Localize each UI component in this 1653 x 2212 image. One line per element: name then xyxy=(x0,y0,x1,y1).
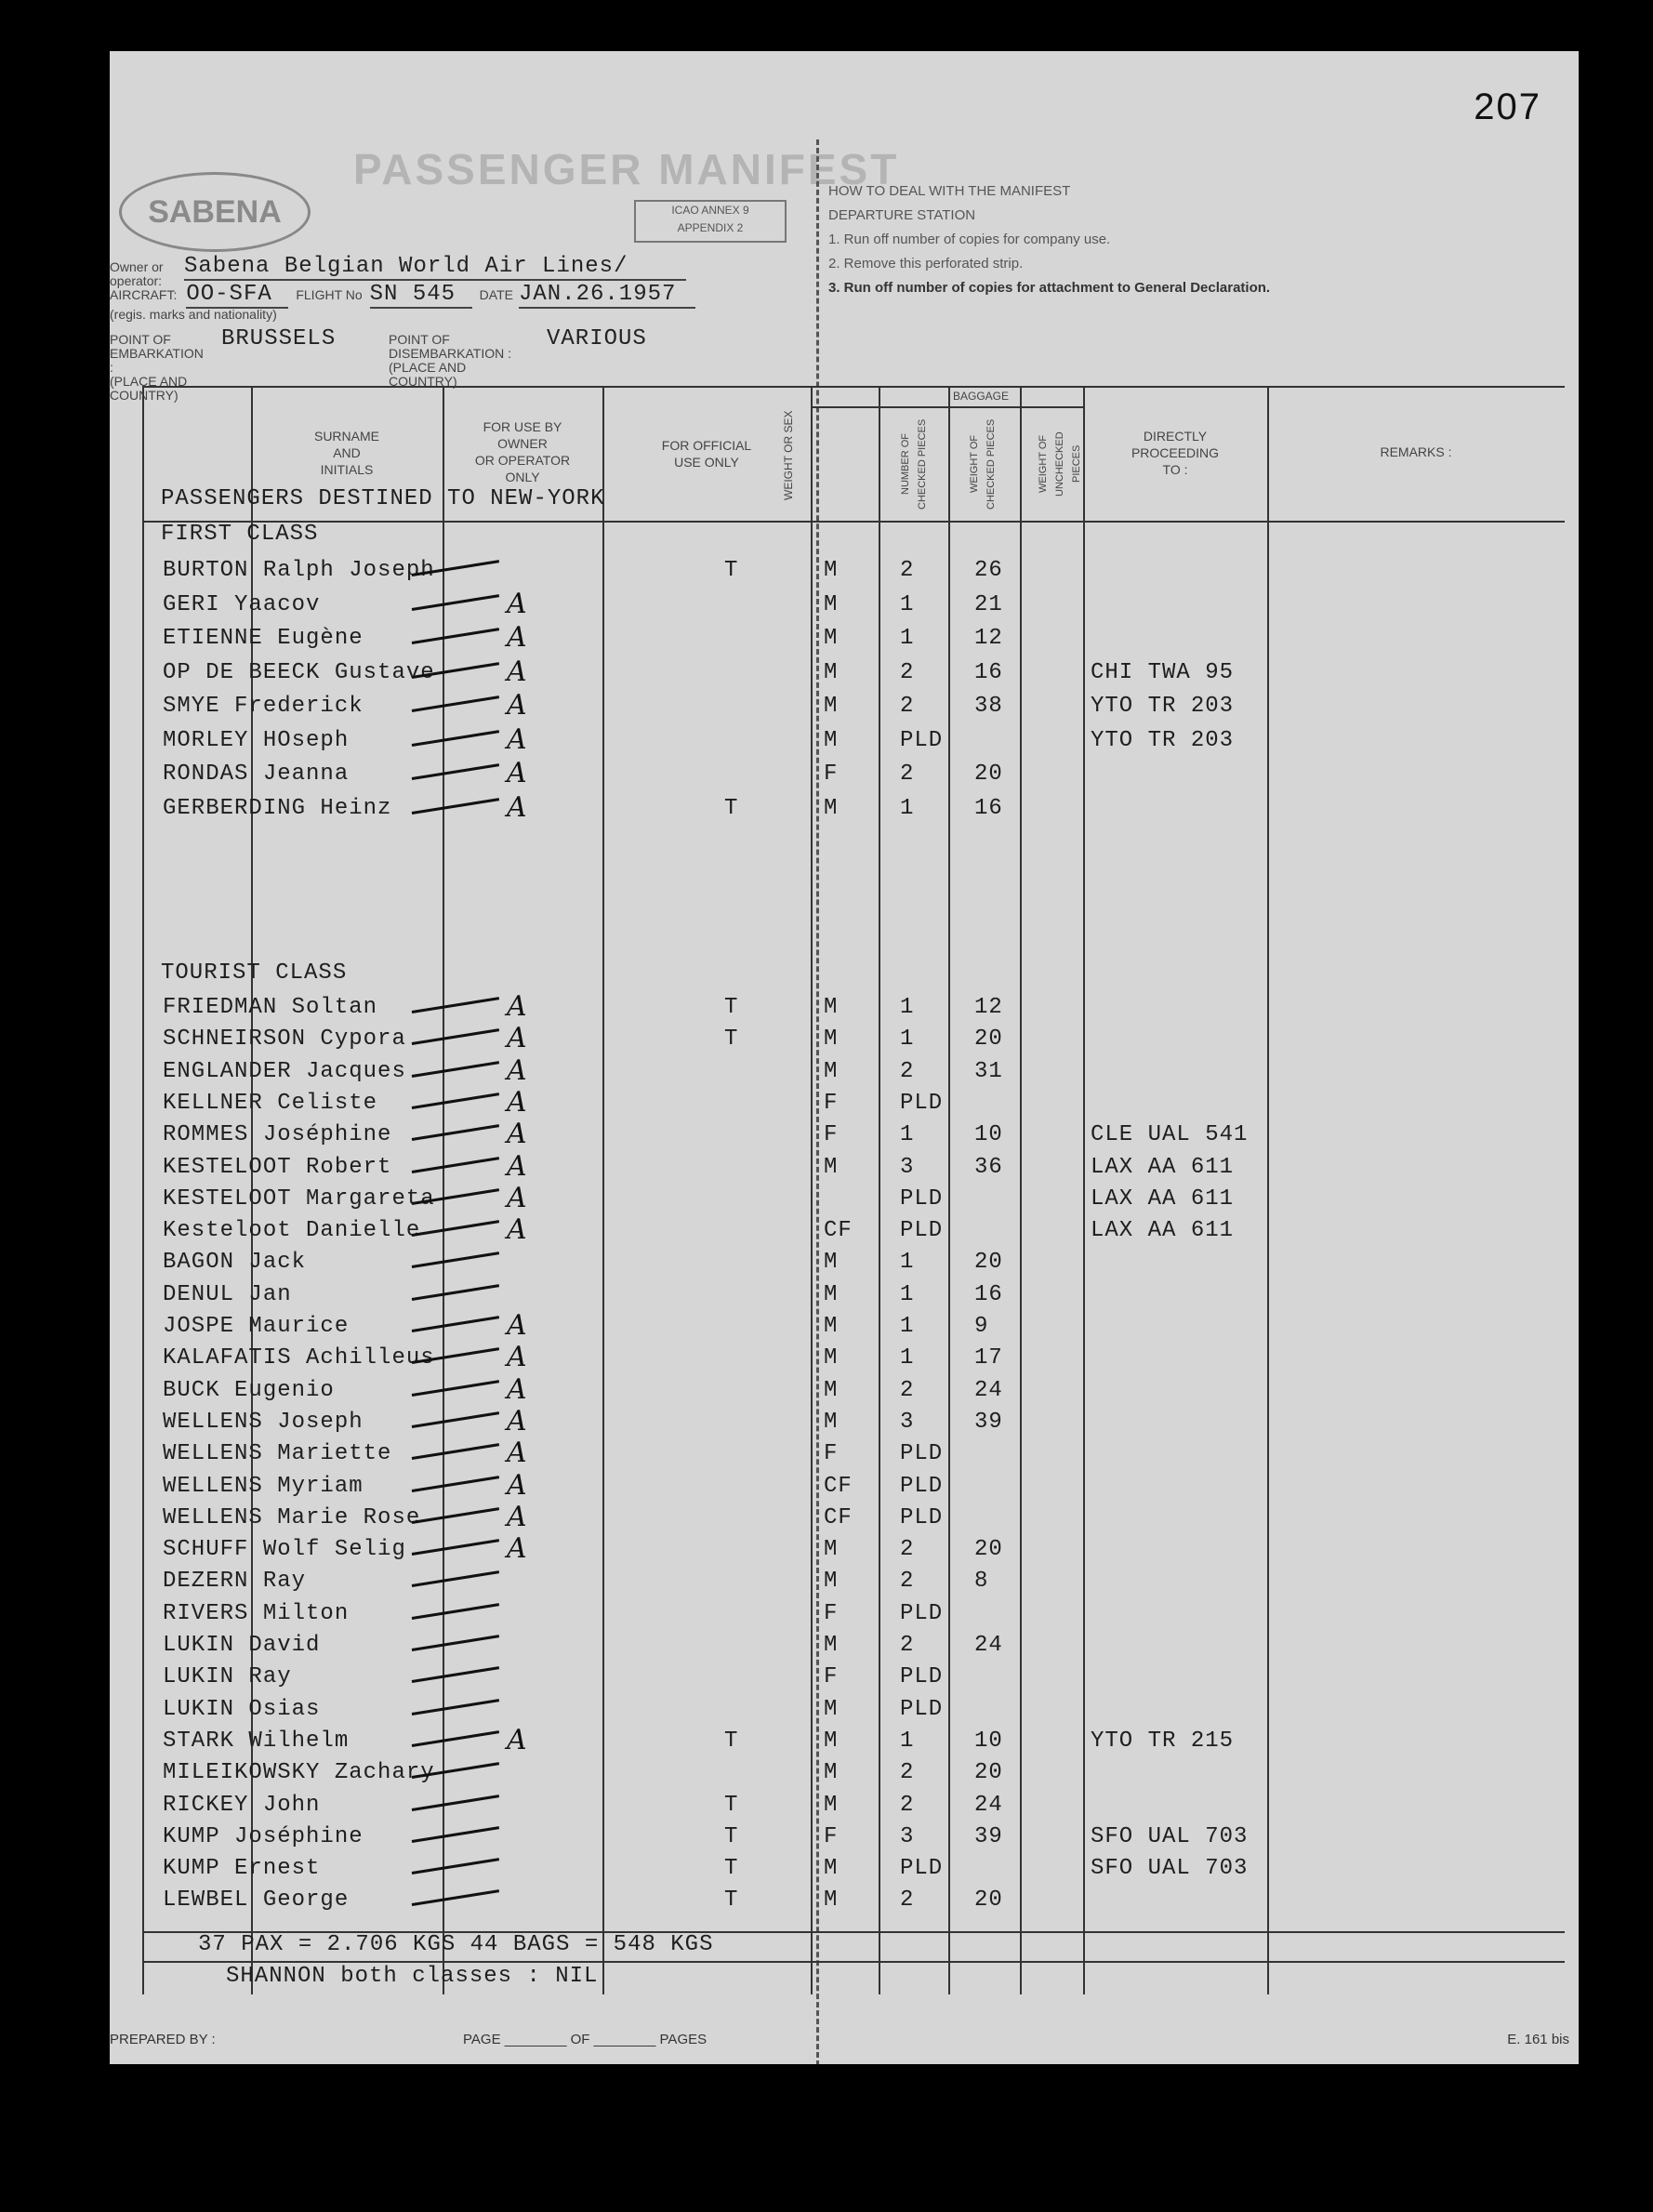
passenger-row xyxy=(142,1820,1565,1853)
checked-weight: 12 xyxy=(974,995,1003,1020)
sex-value: M xyxy=(824,1154,839,1180)
passenger-name: LUKIN Osias xyxy=(163,1696,321,1722)
passenger-row xyxy=(142,1437,1565,1470)
surname-header: SURNAME AND INITIALS xyxy=(313,429,379,477)
checked-pieces: 3 xyxy=(900,1409,915,1435)
passenger-row xyxy=(142,588,1565,621)
passenger-name: JOSPE Maurice xyxy=(163,1314,350,1339)
passenger-row xyxy=(142,1405,1565,1438)
page-of-pages: PAGE ________ OF ________ PAGES xyxy=(463,2032,707,2047)
passenger-name: LUKIN Ray xyxy=(163,1664,292,1690)
passenger-row xyxy=(142,1022,1565,1055)
passenger-row xyxy=(142,1851,1565,1885)
proceeding-to: LAX AA 611 xyxy=(1091,1154,1235,1180)
passenger-row xyxy=(142,1086,1565,1119)
sex-value: F xyxy=(824,1441,839,1467)
checked-weight: 38 xyxy=(974,694,1003,719)
checked-weight: 16 xyxy=(974,1281,1003,1307)
checked-weight: 20 xyxy=(974,1760,1003,1786)
sex-value: M xyxy=(824,1281,839,1307)
official-mark: T xyxy=(724,1856,739,1882)
checked-pieces: PLD xyxy=(900,1473,944,1499)
checked-weight: 16 xyxy=(974,659,1003,685)
departure-instructions: HOW TO DEAL WITH THE MANIFEST DEPARTURE STATION 1. Run off number of copies for company use. 2. Remove this perforated strip. 3. Run off number of copies for attachment to General Declaration. xyxy=(828,183,1271,296)
passenger-name: KALAFATIS Achilleus xyxy=(163,1345,435,1371)
official-mark: T xyxy=(724,1792,739,1818)
sex-value: F xyxy=(824,1090,839,1116)
sex-value: M xyxy=(824,1314,839,1339)
disembarkation-value: VARIOUS xyxy=(547,326,647,351)
passenger-name: KESTELOOT Margareta xyxy=(163,1185,435,1212)
pen-stroke xyxy=(412,997,499,1013)
checked-pieces: 1 xyxy=(900,1027,915,1053)
owner-mark: A xyxy=(507,1085,527,1119)
owner-mark: A xyxy=(507,1500,527,1533)
passenger-row xyxy=(142,1278,1565,1311)
page-number: 207 xyxy=(1474,86,1541,127)
passenger-name: RICKEY John xyxy=(163,1792,321,1818)
sex-value: M xyxy=(824,626,839,651)
owner-mark: A xyxy=(507,1053,527,1087)
passenger-name: BURTON Ralph Joseph xyxy=(163,558,435,583)
date-value: JAN.26.1957 xyxy=(519,282,695,309)
sex-value: M xyxy=(824,1537,839,1563)
sex-value: F xyxy=(824,1664,839,1690)
passenger-name: MORLEY HOseph xyxy=(163,727,350,753)
proceeding-to: LAX AA 611 xyxy=(1091,1185,1235,1212)
checked-pieces: 1 xyxy=(900,1122,915,1148)
passenger-name: DEZERN Ray xyxy=(163,1569,307,1595)
passenger-row xyxy=(142,757,1565,790)
checked-weight: 12 xyxy=(974,626,1003,651)
passenger-row xyxy=(142,1373,1565,1407)
sex-value: CF xyxy=(824,1218,853,1244)
passenger-name: WELLENS Joseph xyxy=(163,1409,364,1435)
passenger-row xyxy=(142,553,1565,587)
sex-value: CF xyxy=(824,1473,853,1499)
checked-weight: 26 xyxy=(974,558,1003,583)
first-class-label: FIRST CLASS xyxy=(161,522,319,547)
owner-mark: A xyxy=(507,621,527,654)
checked-pieces: 1 xyxy=(900,1728,915,1754)
checked-pieces: 2 xyxy=(900,762,915,787)
passenger-row xyxy=(142,1245,1565,1278)
official-header: FOR OFFICIAL USE ONLY xyxy=(661,438,752,470)
pen-stroke xyxy=(412,1124,499,1141)
owner-mark: A xyxy=(507,757,527,789)
passenger-row xyxy=(142,1213,1565,1247)
sex-value: CF xyxy=(824,1504,853,1530)
owner-mark: A xyxy=(507,1149,527,1183)
pen-stroke xyxy=(412,628,499,644)
owner-mark: A xyxy=(507,1022,527,1055)
pen-stroke xyxy=(412,730,499,747)
pen-stroke xyxy=(412,594,499,611)
proceeding-to: CLE UAL 541 xyxy=(1091,1122,1249,1148)
sex-value: M xyxy=(824,1696,839,1722)
pen-stroke xyxy=(412,1826,499,1843)
passenger-name: MILEIKOWSKY Zachary xyxy=(163,1760,435,1786)
official-mark: T xyxy=(724,995,739,1020)
passenger-table xyxy=(142,386,1565,1994)
checked-pieces: PLD xyxy=(900,1218,944,1244)
checked-header: NUMBER OF CHECKED PIECES xyxy=(900,418,928,510)
sex-value: M xyxy=(824,1058,839,1084)
weight-sex-header: WEIGHT OR SEX xyxy=(782,410,795,501)
official-mark: T xyxy=(724,1728,739,1754)
checked-weight: 10 xyxy=(974,1122,1003,1148)
checked-weight: 17 xyxy=(974,1345,1003,1371)
weight-unchecked-header: WEIGHT OF UNCHECKED PIECES xyxy=(1038,431,1082,497)
baggage-header: BAGGAGE xyxy=(952,390,1010,403)
pen-stroke xyxy=(412,1284,499,1301)
official-mark: T xyxy=(724,1027,739,1053)
sex-value: M xyxy=(824,1250,839,1276)
checked-weight: 8 xyxy=(974,1569,989,1595)
passenger-name: WELLENS Myriam xyxy=(163,1473,364,1499)
passenger-name: DENUL Jan xyxy=(163,1281,292,1307)
embarkation-value: BRUSSELS xyxy=(221,326,337,351)
passenger-name: KELLNER Celiste xyxy=(163,1090,378,1116)
pen-stroke xyxy=(412,1699,499,1715)
checked-weight: 20 xyxy=(974,1250,1003,1276)
passenger-name: Kesteloot Danielle xyxy=(163,1218,421,1244)
checked-pieces: PLD xyxy=(900,1185,944,1212)
passenger-name: KUMP Joséphine xyxy=(163,1823,364,1849)
passenger-name: WELLENS Mariette xyxy=(163,1441,392,1467)
passenger-row xyxy=(142,656,1565,689)
passenger-row xyxy=(142,621,1565,655)
checked-pieces: 2 xyxy=(900,1792,915,1818)
passenger-row xyxy=(142,1054,1565,1088)
checked-pieces: PLD xyxy=(900,1664,944,1690)
checked-weight: 39 xyxy=(974,1823,1003,1849)
passenger-name: LUKIN David xyxy=(163,1633,321,1658)
pen-stroke xyxy=(412,1666,499,1683)
checked-pieces: PLD xyxy=(900,1856,944,1882)
sex-value: M xyxy=(824,591,839,617)
passenger-name: ROMMES Joséphine xyxy=(163,1122,392,1148)
checked-pieces: 1 xyxy=(900,995,915,1020)
tourist-class-label: TOURIST CLASS xyxy=(161,960,348,986)
manifest-title: PASSENGER MANIFEST xyxy=(353,145,900,193)
passenger-name: RONDAS Jeanna xyxy=(163,762,350,787)
official-mark: T xyxy=(724,558,739,583)
passenger-name: FRIEDMAN Soltan xyxy=(163,995,378,1020)
passenger-row xyxy=(142,1309,1565,1343)
proceeding-to: YTO TR 203 xyxy=(1091,694,1235,719)
proceeding-to: SFO UAL 703 xyxy=(1091,1856,1249,1882)
owner-mark: A xyxy=(507,1372,527,1406)
checked-pieces: 1 xyxy=(900,626,915,651)
checked-pieces: 2 xyxy=(900,1537,915,1563)
passenger-row xyxy=(142,1118,1565,1151)
sex-value: M xyxy=(824,727,839,753)
owner-mark: A xyxy=(507,1437,527,1470)
pen-stroke xyxy=(412,1380,499,1397)
checked-pieces: 2 xyxy=(900,659,915,685)
checked-weight: 10 xyxy=(974,1728,1003,1754)
proceeding-to: SFO UAL 703 xyxy=(1091,1823,1249,1849)
manifest-sheet: 207 SABENA PASSENGER MANIFEST ICAO ANNEX 9 APPENDIX 2 HOW TO DEAL WITH THE MANIFEST DEPARTURE STATION 1. Run off number of copies for company use. 2. Remove this perforated strip. 3. Run off number of copies for attachment to General Declaration. Owner or operator: Sabena Belgian World Air Lines/ AIRCRAFT: OO-SFA FLIGHT No SN 545 DATE JAN.26.1957 (regis. marks and nationality) POINT OF EMBARKATION : (PLACE AND COUNTRY) BRUSSELS POINT OF DISEMBARKATION : (PLACE AND COUNTRY) VARIOUS SURNAME AND INITIALS FOR USE BY OWNER OR OPERATOR ONLY FOR OFFICIAL USE ONLY WEIGHT OR SEX BAGGAGE NUMBER OF CHECKED PIECES WEIGHT OF CHECKED PIECES WEIGHT OF UNCHECKED PIECES DIRECTLY PROCEEDING TO : REMARKS : PASSENGERS DESTINED TO NEW-YORK FIRST CLASS BURTON Ralph Joseph T M 2 26 GERI Yaacov A M 1 21 ETIENNE Eugène A M 1 12 OP DE BEECK Gustave A M 2 16 CHI TWA 95 SMYE Frederick A M 2 38 YTO TR 203 MORLEY HOseph A M PLD YTO TR 203 RONDAS Jeanna A F 2 20 GERBERDING Heinz A T M 1 16 TOURIST CLASS FRIEDMAN Soltan A T M 1 12 SCHNEIRSON Cypora A T M 1 20 ENGLANDER Jacques A M 2 31 KELLNER Celiste A F PLD ROMMES Joséphine A F 1 10 CLE UAL 541 KESTELOOT Robert A M 3 36 LAX AA 611 KESTELOOT Margareta A PLD LAX AA 611 Kesteloot Danielle A CF PLD LAX AA 611 BAGON Jack M 1 20 DENUL Jan M 1 16 JOSPE Maurice A M 1 9 KALAFATIS Achilleus A M 1 17 BUCK Eugenio A M 2 24 WELLENS Joseph A M 3 39 WELLENS Mariette A F PLD WELLENS Myriam A CF PLD WELLENS Marie Rose A CF PLD SCHUFF Wolf Selig A M 2 20 DEZERN Ray M 2 8 RIVERS Milton F PLD LUKIN David M 2 24 LUKIN Ray F PLD LUKIN Osias M PLD STARK Wilhelm A T M 1 10 YTO TR 215 MILEIKOWSKY Zachary M 2 20 RICKEY John T M 2 24 KUMP Joséphine T F 3 39 SFO UAL 703 KUMP Ernest T M PLD SFO UAL 703 LEWBEL George T M 2 20 37 PAX = 2.706 KGS 44 BAGS = 548 KGS SHANNON both classes : NIL PREPARED BY : PAGE ________ OF ________ PAGES E. 161 bis xyxy=(110,51,1579,2064)
flight-value: SN 545 xyxy=(370,282,472,309)
checked-pieces: PLD xyxy=(900,1600,944,1626)
passenger-row xyxy=(142,1182,1565,1215)
passenger-name: ETIENNE Eugène xyxy=(163,626,364,651)
passenger-name: RIVERS Milton xyxy=(163,1600,350,1626)
official-mark: T xyxy=(724,1887,739,1914)
passenger-row xyxy=(142,723,1565,757)
passenger-row xyxy=(142,1788,1565,1821)
passenger-row xyxy=(142,1469,1565,1503)
pen-stroke xyxy=(412,1028,499,1045)
owner-mark: A xyxy=(507,655,527,688)
sex-value: M xyxy=(824,1887,839,1914)
checked-pieces: 3 xyxy=(900,1823,915,1849)
passenger-name: GERBERDING Heinz xyxy=(163,795,392,821)
checked-pieces: 2 xyxy=(900,1058,915,1084)
pen-stroke xyxy=(412,1635,499,1651)
sex-value: M xyxy=(824,694,839,719)
pen-stroke xyxy=(412,1316,499,1332)
passenger-row xyxy=(142,1150,1565,1184)
checked-pieces: 2 xyxy=(900,1377,915,1403)
proceeding-to: YTO TR 215 xyxy=(1091,1728,1235,1754)
sabena-logo: SABENA xyxy=(119,172,311,252)
owner-mark: A xyxy=(507,990,527,1023)
proceeding-to: YTO TR 203 xyxy=(1091,727,1235,753)
checked-weight: 21 xyxy=(974,591,1003,617)
remarks-header: REMARKS : xyxy=(1380,444,1452,459)
official-mark: T xyxy=(724,795,739,821)
owner-mark: A xyxy=(507,1118,527,1151)
pen-stroke xyxy=(412,1858,499,1874)
pen-stroke xyxy=(412,695,499,712)
directly-header: DIRECTLY PROCEEDING TO : xyxy=(1131,429,1220,477)
checked-weight: 20 xyxy=(974,1887,1003,1914)
passenger-row xyxy=(142,1755,1565,1789)
owner-mark: A xyxy=(507,1468,527,1502)
sex-value: M xyxy=(824,795,839,821)
checked-pieces: 1 xyxy=(900,1314,915,1339)
checked-pieces: 1 xyxy=(900,1281,915,1307)
checked-weight: 31 xyxy=(974,1058,1003,1084)
owner-mark: A xyxy=(507,1723,527,1756)
pen-stroke xyxy=(412,1093,499,1109)
totals-line: 37 PAX = 2.706 KGS 44 BAGS = 548 KGS xyxy=(198,1932,714,1957)
shannon-line: SHANNON both classes : NIL xyxy=(226,1964,599,1989)
pen-stroke xyxy=(412,1890,499,1907)
checked-pieces: 1 xyxy=(900,591,915,617)
checked-weight: 9 xyxy=(974,1314,989,1339)
owner-mark: A xyxy=(507,1181,527,1214)
passenger-name: KESTELOOT Robert xyxy=(163,1154,392,1180)
owner-mark: A xyxy=(507,1213,527,1247)
checked-pieces: 2 xyxy=(900,558,915,583)
embarkation-row: POINT OF EMBARKATION : (PLACE AND COUNTRY) BRUSSELS POINT OF DISEMBARKATION : (PLACE AND COUNTRY) VARIOUS xyxy=(110,326,647,403)
owner-mark: A xyxy=(507,722,527,756)
owner-mark: A xyxy=(507,1341,527,1374)
pen-stroke xyxy=(412,1507,499,1524)
checked-pieces: PLD xyxy=(900,1090,944,1116)
aircraft-value: OO-SFA xyxy=(186,282,288,309)
pen-stroke xyxy=(412,1443,499,1460)
sex-value: F xyxy=(824,1122,839,1148)
sex-value: M xyxy=(824,1792,839,1818)
pen-stroke xyxy=(412,1157,499,1173)
owner-mark: A xyxy=(507,790,527,824)
checked-pieces: 1 xyxy=(900,795,915,821)
pen-stroke xyxy=(412,1795,499,1811)
passenger-name: ENGLANDER Jacques xyxy=(163,1058,406,1084)
proceeding-to: LAX AA 611 xyxy=(1091,1218,1235,1244)
passenger-row xyxy=(142,1564,1565,1597)
sex-value: M xyxy=(824,1760,839,1786)
passenger-row xyxy=(142,1883,1565,1916)
passenger-row xyxy=(142,1660,1565,1693)
owner-mark: A xyxy=(507,1404,527,1437)
pen-stroke xyxy=(412,1603,499,1620)
pen-stroke xyxy=(412,1539,499,1556)
passenger-name: STARK Wilhelm xyxy=(163,1728,350,1754)
checked-pieces: 2 xyxy=(900,1887,915,1914)
passenger-row xyxy=(142,1628,1565,1662)
checked-weight: 20 xyxy=(974,762,1003,787)
passenger-row xyxy=(142,1692,1565,1726)
checked-weight: 24 xyxy=(974,1633,1003,1658)
checked-weight: 36 xyxy=(974,1154,1003,1180)
passenger-name: KUMP Ernest xyxy=(163,1856,321,1882)
passenger-name: LEWBEL George xyxy=(163,1887,350,1914)
operator-value: Sabena Belgian World Air Lines/ xyxy=(184,254,686,281)
sex-value: F xyxy=(824,762,839,787)
icao-annex-box: ICAO ANNEX 9 APPENDIX 2 xyxy=(634,200,787,243)
passenger-row xyxy=(142,990,1565,1024)
pen-stroke xyxy=(412,1571,499,1588)
owner-mark: A xyxy=(507,1309,527,1342)
pen-stroke xyxy=(412,1411,499,1428)
sex-value: M xyxy=(824,659,839,685)
sex-value: M xyxy=(824,1633,839,1658)
checked-weight: 20 xyxy=(974,1027,1003,1053)
passenger-name: GERI Yaacov xyxy=(163,591,321,617)
owner-mark: A xyxy=(507,587,527,620)
checked-pieces: 2 xyxy=(900,1569,915,1595)
owner-mark: A xyxy=(507,1532,527,1566)
passenger-row xyxy=(142,1724,1565,1757)
operator-row: Owner or operator: Sabena Belgian World Air Lines/ xyxy=(110,254,686,288)
checked-pieces: 1 xyxy=(900,1250,915,1276)
sex-value: M xyxy=(824,1728,839,1754)
form-number: E. 161 bis xyxy=(1507,2032,1569,2047)
passenger-name: OP DE BEECK Gustave xyxy=(163,659,435,685)
checked-weight: 24 xyxy=(974,1792,1003,1818)
sex-value: M xyxy=(824,995,839,1020)
owner-header: FOR USE BY OWNER OR OPERATOR ONLY xyxy=(474,419,571,484)
sex-value: M xyxy=(824,1569,839,1595)
sex-value: M xyxy=(824,1377,839,1403)
sex-value: F xyxy=(824,1600,839,1626)
passenger-name: SCHNEIRSON Cypora xyxy=(163,1027,406,1053)
passenger-name: WELLENS Marie Rose xyxy=(163,1504,421,1530)
sex-value: M xyxy=(824,1345,839,1371)
checked-weight: 16 xyxy=(974,795,1003,821)
passenger-row xyxy=(142,1501,1565,1534)
passenger-name: SCHUFF Wolf Selig xyxy=(163,1537,406,1563)
checked-weight: 20 xyxy=(974,1537,1003,1563)
owner-mark: A xyxy=(507,689,527,722)
checked-pieces: PLD xyxy=(900,1441,944,1467)
aircraft-row: AIRCRAFT: OO-SFA FLIGHT No SN 545 DATE JAN.26.1957 xyxy=(110,282,695,309)
sex-value: F xyxy=(824,1823,839,1849)
pen-stroke xyxy=(412,1252,499,1269)
pen-stroke xyxy=(412,1476,499,1492)
passenger-row xyxy=(142,1596,1565,1630)
destined-label: PASSENGERS DESTINED TO NEW-YORK xyxy=(161,486,605,511)
passenger-name: BAGON Jack xyxy=(163,1250,307,1276)
sex-value: M xyxy=(824,558,839,583)
checked-pieces: 2 xyxy=(900,1633,915,1658)
official-mark: T xyxy=(724,1823,739,1849)
checked-weight: 39 xyxy=(974,1409,1003,1435)
checked-pieces: 3 xyxy=(900,1154,915,1180)
pen-stroke xyxy=(412,1220,499,1237)
prepared-by: PREPARED BY : xyxy=(110,2032,216,2047)
weight-checked-header: WEIGHT OF CHECKED PIECES xyxy=(969,418,997,510)
checked-pieces: PLD xyxy=(900,727,944,753)
checked-weight: 24 xyxy=(974,1377,1003,1403)
checked-pieces: 2 xyxy=(900,694,915,719)
passenger-row xyxy=(142,1532,1565,1566)
passenger-row xyxy=(142,791,1565,825)
sex-value: M xyxy=(824,1856,839,1882)
passenger-name: SMYE Frederick xyxy=(163,694,364,719)
passenger-row xyxy=(142,1341,1565,1374)
pen-stroke xyxy=(412,1061,499,1078)
sex-value: M xyxy=(824,1409,839,1435)
checked-pieces: PLD xyxy=(900,1504,944,1530)
checked-pieces: 1 xyxy=(900,1345,915,1371)
pen-stroke xyxy=(412,798,499,815)
checked-pieces: PLD xyxy=(900,1696,944,1722)
passenger-name: BUCK Eugenio xyxy=(163,1377,335,1403)
pen-stroke xyxy=(412,763,499,780)
passenger-row xyxy=(142,689,1565,722)
checked-pieces: 2 xyxy=(900,1760,915,1786)
proceeding-to: CHI TWA 95 xyxy=(1091,659,1235,685)
sex-value: M xyxy=(824,1027,839,1053)
pen-stroke xyxy=(412,1730,499,1747)
